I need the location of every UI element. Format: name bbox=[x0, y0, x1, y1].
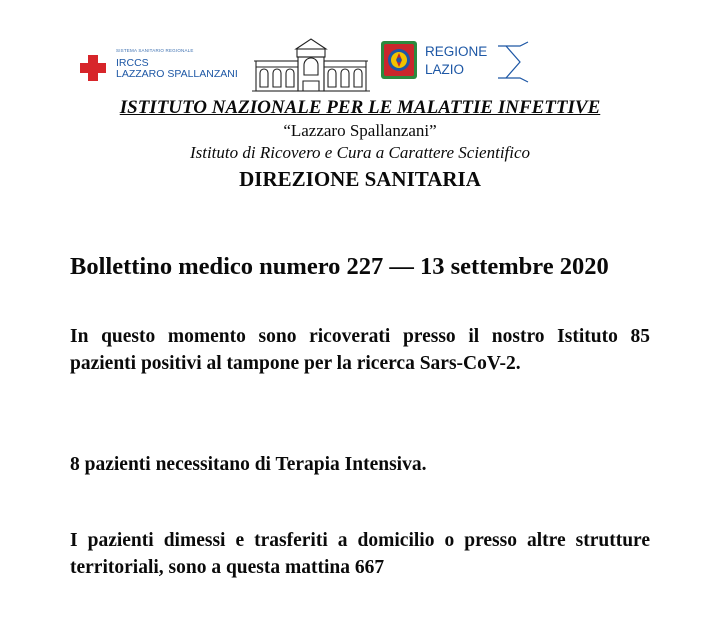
department-title: DIREZIONE SANITARIA bbox=[239, 167, 481, 191]
bulletin-paragraph-intensive-care: 8 pazienti necessitano di Terapia Intensiva. bbox=[70, 454, 427, 475]
red-cross-icon bbox=[80, 55, 106, 81]
lazio-label: LAZIO bbox=[425, 62, 465, 77]
regione-swoosh-icon bbox=[498, 40, 532, 84]
institute-building-icon bbox=[252, 35, 370, 93]
irccs-small-text: SISTEMA SANITARIO REGIONALE bbox=[116, 48, 194, 53]
logo-bar bbox=[0, 30, 720, 96]
bulletin-paragraph-discharged: I pazienti dimessi e trasferiti a domicilio o presso altre strutture territoriali, sono a questa mattina 667 bbox=[70, 530, 650, 578]
institute-subtitle: “Lazzaro Spallanzani” bbox=[283, 121, 437, 140]
irccs-spallanzani-logo bbox=[80, 45, 245, 85]
bulletin-title: Bollettino medico numero 227 — 13 settembre 2020 bbox=[70, 253, 609, 280]
regione-label: REGIONE bbox=[425, 44, 488, 59]
institute-type: Istituto di Ricovero e Cura a Carattere Scientifico bbox=[189, 143, 531, 162]
spallanzani-label: LAZZARO SPALLANZANI bbox=[116, 68, 238, 80]
regione-lazio-logo bbox=[380, 40, 530, 90]
institute-name: ISTITUTO NAZIONALE PER LE MALATTIE INFETTIVE bbox=[119, 97, 601, 118]
bulletin-paragraph-hospitalized: In questo momento sono ricoverati presso il nostro Istituto 85 pazienti positivi al tampone per la ricerca Sars-CoV-2. bbox=[70, 326, 650, 374]
irccs-label: IRCCS bbox=[116, 57, 149, 69]
regione-lazio-emblem-icon bbox=[380, 40, 418, 80]
